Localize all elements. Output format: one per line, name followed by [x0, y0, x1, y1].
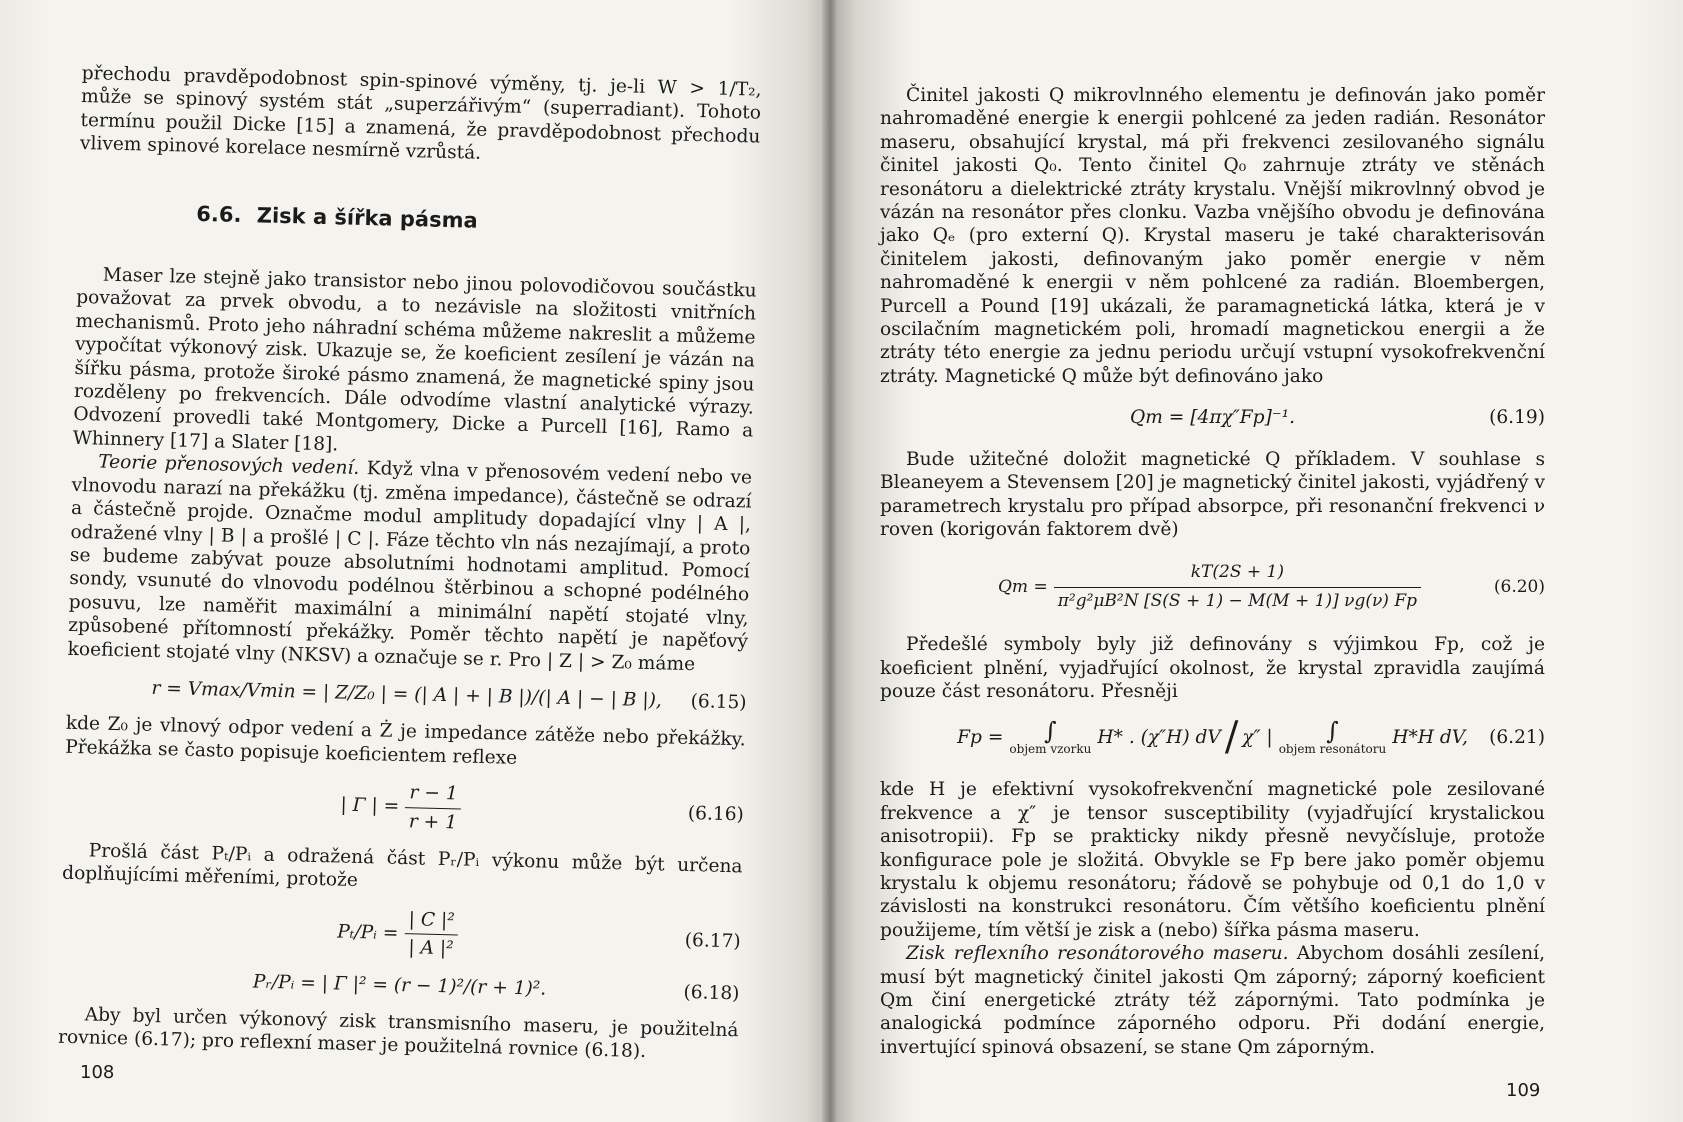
equation-6-17: [60, 900, 741, 968]
section-number: 6.6.: [196, 201, 242, 227]
paragraph: Předešlé symboly byly již definovány s výjimkou Fp, což je koeficient plnění, vyjadřující okolnost, že krystal zpravidla zaujímá pouze část resonátoru. Přesněji: [880, 634, 1545, 702]
division-slash-icon: /: [1224, 714, 1239, 761]
right-page: [830, 0, 1683, 1122]
page-number: 109: [1506, 1080, 1541, 1101]
paragraph: kde H je efektivní vysokofrekvenční magnetické pole zesilované frekvence a χ″ je tensor susceptibility (vyjadřující krystalickou anisotropii). Fp se prakticky nikdy přesně nevyčísluje, protože konfigurace pole je složitá. Obvykle se Fp bere jako poměr objemu krystalu k objemu resonátoru; řádově se pohybuje od 0,1 do 1,0 v závislosti na konstrukci resonátoru. Čím většího koeficientu plnění použijeme, tím větší je zisk a (nebo) šířka pásma maseru.: [880, 779, 1545, 941]
equation-label: (6.15): [690, 691, 747, 714]
integral-sign-icon: ∫: [1044, 717, 1057, 746]
equation-lhs: Qm =: [997, 576, 1048, 597]
equation-body: Pᵣ/Pᵢ = | Γ |² = (r − 1)²/(r + 1)².: [252, 971, 547, 1000]
equation-body: Qm = [4πχ″Fp]⁻¹.: [1129, 407, 1296, 429]
equation-6-21: [880, 714, 1545, 761]
section-heading: [196, 202, 758, 239]
continued-paragraph: přechodu pravděpodobnost spin-spinové výměny, tj. je-li W > 1/T₂, může se spinový systém stát „superzářivým“ (superradiant). Tohoto termínu použil Dicke [15] a znamená, že pravděpodobnost přechodu vlivem spinové korelace nesmírně vzrůstá.: [79, 62, 762, 164]
equation-6-16: [63, 773, 744, 841]
paragraph-body: Abychom dosáhli zesílení, musí být magnetický činitel jakosti Qm záporný; záporný koeficient Qm činí energetické ztráty též zápornými. Tato podmínka je analogická podmínce záporného odporu. Při dodání energie, invertující spinová obsazení, se stane Qm záporným.: [880, 943, 1545, 1058]
numerator: kT(2S + 1): [1190, 562, 1284, 583]
denominator: | A |²: [404, 933, 458, 961]
denominator: r + 1: [405, 807, 462, 835]
paragraph: Prošlá část Pₜ/Pᵢ a odražená část Pᵣ/Pᵢ výkonu může být určena doplňujícími měřeními, protože: [61, 840, 743, 892]
denominator: π²g²μB²N [S(S + 1) − M(M + 1)] νg(ν) Fp: [1054, 587, 1421, 613]
equation-6-19: [880, 406, 1545, 429]
integral-domain: objem vzorku: [1009, 742, 1092, 757]
equation-label: (6.21): [1489, 727, 1545, 749]
page-number: 108: [80, 1062, 115, 1083]
paragraph: Činitel jakosti Q mikrovlnného elementu je definován jako poměr nahromaděné energie k energii pohlcené za jeden radián. Resonátor maseru, obsahující krystal, má při frekvenci zesilovaného signálu činitel jakosti Q₀. Tento činitel Q₀ zahrnuje ztráty ve stěnách resonátoru a dielektrické ztráty krystalu. Vnější mikrovlnný obvod je vázán na resonátor přes clonku. Vazba vnějšího obvodu je definována jako Qₑ (pro externí Q). Krystal maseru je také charakterisován činitelem jakosti, definovaným jako poměr energie v něm nahromaděné k energii v něm pohlcené za radián. Bloembergen, Purcell a Pound [19] ukázali, že paramagnetická látka, která je v oscilačním magnetickém poli, hromadí magnetickou energii a že ztráty této energie za jednu periodu určují vstupní vysokofrekvenční ztráty. Magnetické Q může být definováno jako: [880, 85, 1545, 387]
integrand: H*H dV,: [1392, 727, 1468, 749]
equation-label: (6.18): [683, 981, 740, 1004]
paragraph: [880, 942, 1545, 1059]
fraction: [404, 908, 459, 961]
paragraph-lead: Teorie přenosových vedení.: [97, 451, 360, 480]
equation-label: (6.16): [687, 803, 745, 826]
left-page: [0, 0, 830, 1122]
paragraph: kde Z₀ je vlnový odpor vedení a Ż je impedance zátěže nebo překážky. Překážka se často popisuje koeficientem reflexe: [65, 713, 746, 769]
paragraph: Maser lze stejně jako transistor nebo jinou polovodičovou součástku považovat za prvek obvodu, a to nezávisle na složitosti vnitřních mechanismů. Proto jeho náhradní schéma můžeme nakreslit a můžeme vypočítat výkonový zisk. Ukazuje se, že koeficient zesílení je vázán na šířku pásma, protože široké pásmo znamená, že magnetické spiny jsou rozděleny po frekvencích. Dále odvodíme vlastní analytické výrazy. Odvození provedli také Montgomery, Dicke a Purcell [16], Ramo a Whinnery [17] a Slater [18].: [72, 264, 757, 456]
equation-label: (6.19): [1489, 407, 1545, 429]
equation-body: r = Vmax/Vmin = | Z/Z₀ | = (| A | + | B |)/(| A | − | B |),: [151, 677, 663, 712]
book-gutter: [822, 0, 836, 1122]
equation-lhs: | Γ | =: [340, 794, 400, 818]
numerator: | C |²: [408, 909, 455, 932]
left-page-text: [58, 62, 762, 1066]
fraction: [1054, 561, 1421, 613]
integrand: H* . (χ″H) dV: [1097, 727, 1221, 749]
right-page-text: [880, 84, 1545, 1059]
equation-6-20: [880, 561, 1545, 613]
paragraph: [67, 450, 752, 677]
integral: [1009, 719, 1091, 756]
integral-sign-icon: ∫: [1326, 717, 1339, 746]
equation-6-18: [59, 965, 739, 1005]
section-title: Zisk a šířka pásma: [256, 202, 478, 233]
paragraph: Aby byl určen výkonový zisk transmisního maseru, je použitelná rovnice (6.17); pro reflexní maser je použitelná rovnice (6.18).: [57, 1004, 739, 1063]
fraction: [405, 781, 462, 834]
equation-label: (6.20): [1493, 576, 1545, 597]
integral-domain: objem resonátoru: [1278, 742, 1387, 757]
paragraph-body: Když vlna v přenosovém vedení nebo ve vlnovodu narazí na překážku (tj. změna impedance), částečně se odrazí a částečně projde. Označme modul amplitudy dopadající vlny | A |, odražené vlny | B | a prošlé | C |. Fáze těchto vln nás nezajímají, a proto se budeme zabývat pouze absolutními hodnotami amplitud. Pomocí sondy, vsunuté do vlnovodu podélnou štěrbinou a schopné podélného posuvu, lze naměřit maximální a minimální napětí stojaté vlny, způsobené přítomností překážky. Poměr těchto napětí je napěťový koeficient stojaté vlny (NKSV) a označuje se r. Pro | Z | > Z₀ máme: [67, 458, 753, 675]
numerator: r − 1: [409, 782, 458, 805]
integral: [1279, 719, 1387, 756]
equation-middle: χ″ |: [1242, 727, 1273, 749]
equation-6-15: [66, 675, 746, 715]
paragraph: Bude užitečné doložit magnetické Q příkladem. V souhlase s Bleaneyem a Stevensem [20] je magnetický činitel jakosti, vyjádřený v parametrech krystalu pro případ absorpce, při resonanční frekvenci ν roven (korigován faktorem dvě): [880, 448, 1545, 540]
equation-label: (6.17): [684, 929, 741, 953]
equation-lhs: Fp =: [957, 727, 1004, 749]
paragraph-lead: Zisk reflexního resonátorového maseru.: [906, 943, 1289, 965]
equation-lhs: Pₜ/Pᵢ =: [336, 921, 399, 944]
